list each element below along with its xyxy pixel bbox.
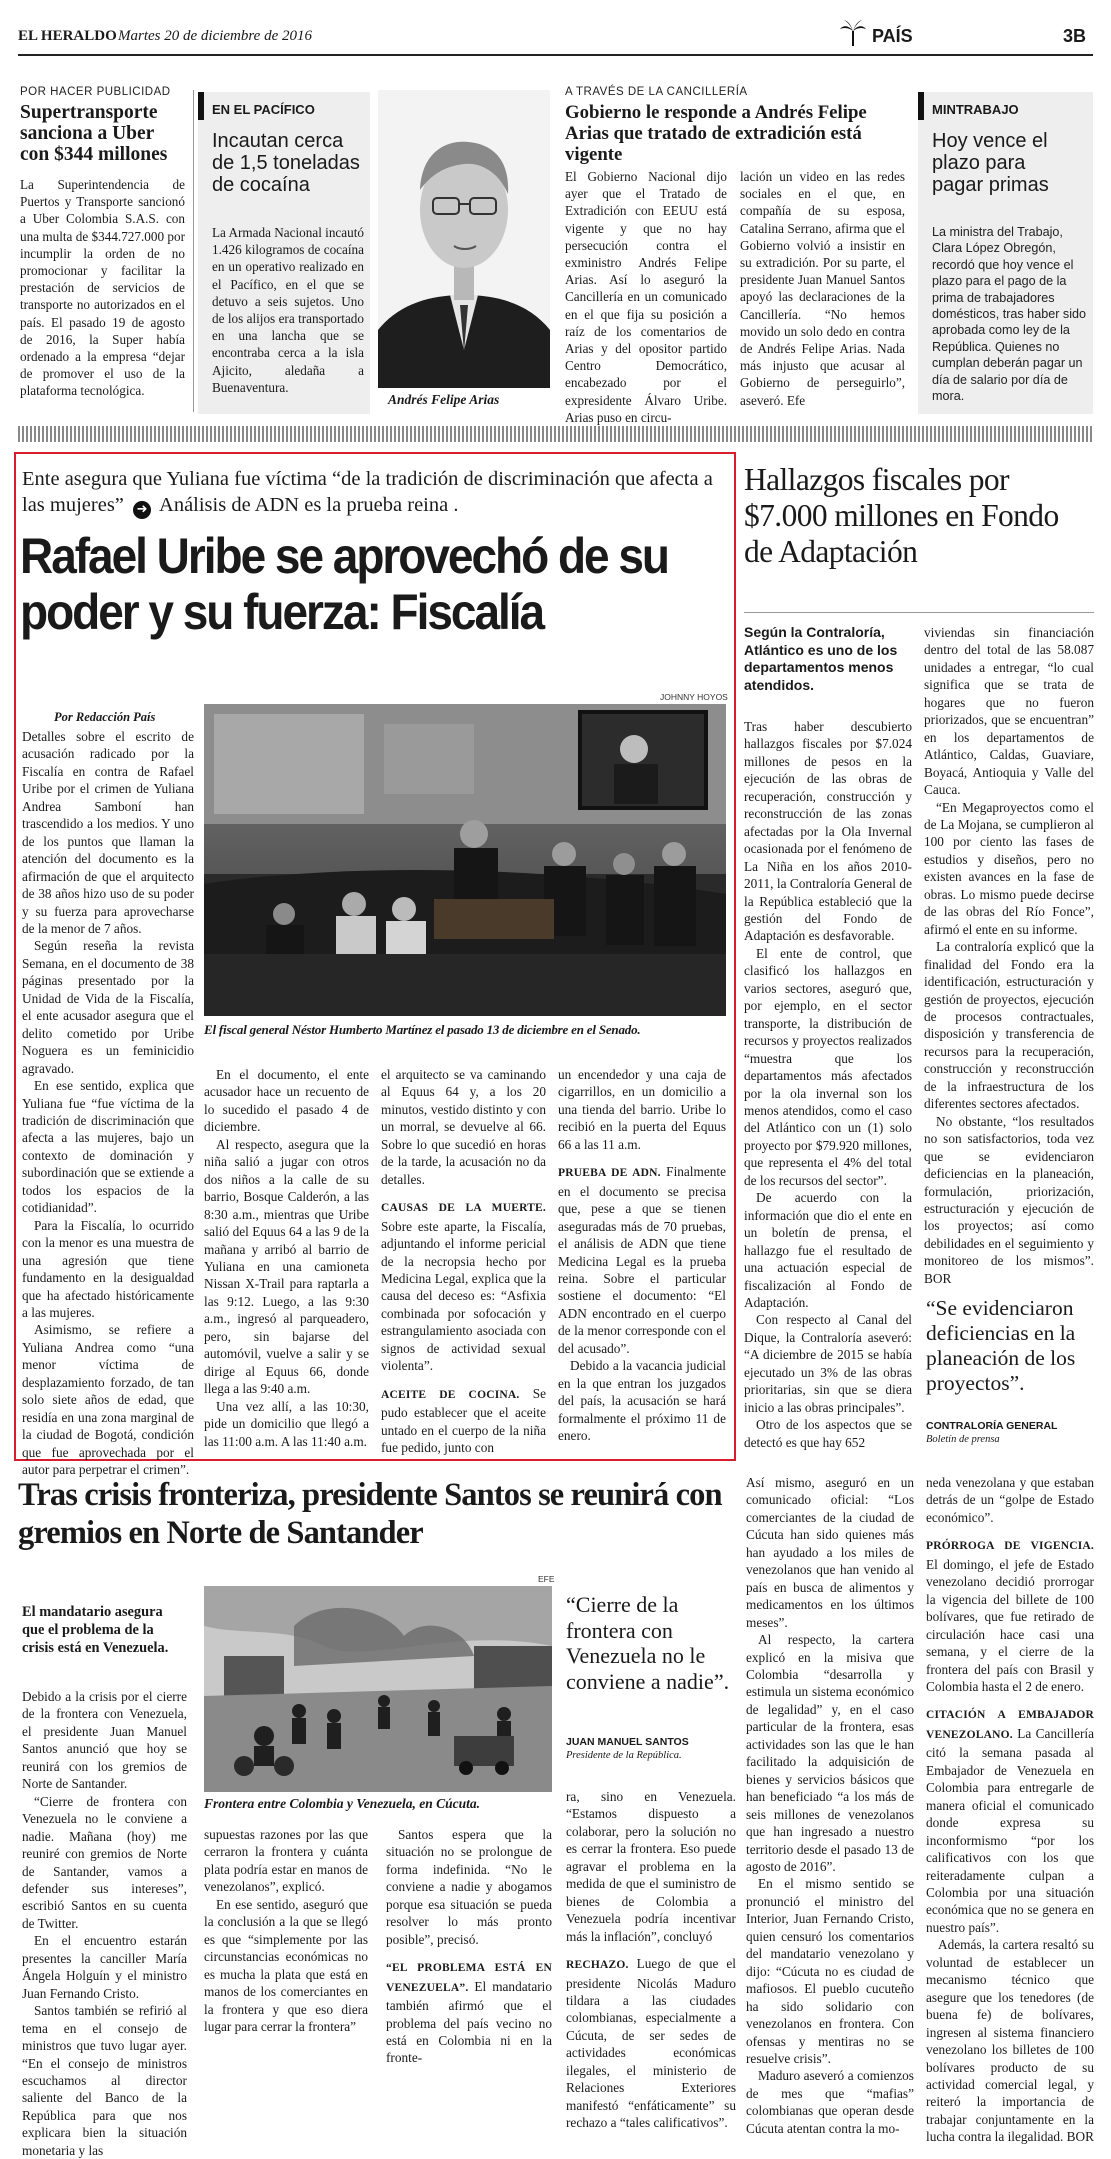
santos-col-5-p1: Así mismo, aseguró en un comunicado oficial: “Los comerciantes de la ciudad de Cúcuta han sido quienes más han ayudado a los miles de venezolanos que han venido al país en busca de alimentos y medicamentos en los últimos meses”. xyxy=(746,1475,914,1630)
pacifico-title: Incautan cerca de 1,5 toneladas de cocaína xyxy=(212,130,360,196)
paper-name: EL HERALDO xyxy=(18,28,117,44)
section-name: PAÍS xyxy=(872,26,913,46)
arrow-circle-icon: ➜ xyxy=(133,501,151,519)
santos-col-5-p3: En el mismo sentido se pronunció el ministro del Interior, Juan Fernando Cristo, quien censuró los comentarios del mandatario venezolano y dijo: “Cúcuta no es ciudad de mafiosos. El pueblo cucuteño ha sido solidario con venezolanos en frontera. Con ofensas y mentiras no se resuelve crisis”. xyxy=(746,1876,914,2066)
aceite-text: Se pudo establecer que el aceite untado en el cuerpo de la niña fue pedido, junto con xyxy=(381,1385,546,1456)
main-deck-text: Ente asegura que Yuliana fue víctima “de la tradición de discriminación que afecta a las mujeres” xyxy=(22,468,713,516)
main-col-1-p1: Detalles sobre el escrito de acusación radicado por la Fiscalía en contra de Rafael Uribe por el crimen de Yuliana Andrea Samboní han trascendido a los medios. Y uno de los puntos que llaman la atención del documento es la afirmación de que el arquitecto de 38 años hizo uso de su poder y su fuerza para aprovecharse de la menor de 7 años. xyxy=(22,729,194,936)
citacion-subhead: CITACIÓN A EMBAJADOR VENEZOLANO. xyxy=(926,1709,1094,1741)
main-col-1 xyxy=(22,728,194,1478)
santos-quote: “Cierre de la frontera con Venezuela no le conviene a nadie”. xyxy=(566,1592,730,1694)
uber-body: La Superintendencia de Puertos y Transporte sancionó a Uber Colombia S.A.S. con una multa de $344.727.000 por incumplir la orden de no promocionar y facilitar la prestación de servicios de transporte no autorizados en el país. El pasado 19 de agosto de 2016, la Super había ordenado a la empresa “dejar de promover el uso de la plataforma tecnológica. xyxy=(20,177,185,399)
masthead xyxy=(18,12,1093,52)
main-col-1-p2: Según reseña la revista Semana, en el documento de 38 páginas presentado por la Unidad de Vida de la Fiscalía, el ente acusador asegura que el delito cometido por Uribe Noguera es un feminicidio agravado. xyxy=(22,938,194,1076)
arias-title: Gobierno le responde a Andrés Felipe Arias que tratado de extradición está vigente xyxy=(565,102,867,165)
hallazgos-col-2-p4: No obstante, “los resultados no son satisfactorios, toda vez que se evidenciaron deficiencias en la planeación, formulación, priorización, estructuración y ejecución de los proyectos; así como debilidades en el seguimiento y monitoreo de los mismos”. BOR xyxy=(924,1113,1094,1286)
santos-quote-author: JUAN MANUEL SANTOS xyxy=(566,1736,689,1748)
hallazgos-col-1-p2: El ente de control, que clasificó los hallazgos en varios sectores, aseguró que, por ejemplo, en el sector transporte, la distribución de recursos y proyectos realizados “muestra que los departamentos más afectados por la ola invernal son los menos atendidos, como el caso del Atlántico con un (1) solo proyecto por $79.920 millones, que representa el 4% del total de los recursos del sector”. xyxy=(744,945,912,1188)
main-col-1-p5: Asimismo, se refiere a Yuliana Andrea como “una menor víctima de desplazamiento forzado, de tan solo siete años de edad, que residía en una zona marginal de la ciudad de Bogotá, condición que fue aprovechada por el autor para perpetrar el crimen”. xyxy=(22,1322,194,1478)
hallazgos-quote-author: CONTRALORÍA GENERAL xyxy=(926,1420,1058,1432)
problema-text: El mandatario también afirmó que el problema del país vecino no está en Colombia ni en la fronte- xyxy=(386,1978,552,2066)
aceite-subhead: ACEITE DE COCINA. xyxy=(381,1388,520,1401)
santos-col-3-p1: Santos espera que la situación no se prolongue de forma indefinida. “No le conviene a nadie y abogamos porque esa situación se pueda resolver lo más pronto posible”, precisó. xyxy=(386,1827,552,1947)
main-photo-caption: El fiscal general Néstor Humberto Martínez el pasado 13 de diciembre en el Senado. xyxy=(204,1022,641,1037)
rechazo-subhead: RECHAZO. xyxy=(566,1959,629,1972)
mintrabajo-title: Hoy vence el plazo para pagar primas xyxy=(932,130,1049,196)
hallazgos-col-1 xyxy=(744,718,912,1450)
pacifico-kicker: EN EL PACÍFICO xyxy=(212,102,315,117)
arias-col-2: lación un video en las redes sociales en el que, en compañía de su esposa, Catalina Serrano, afirma que el Gobierno volvió a insistir en su extradición. Por su parte, el presidente Juan Manuel Santos apoyó las declaraciones de la Cancillería. “No hemos movido un solo dedo en contra de Andrés Felipe Arias. Nada más injusto que acusar al Gobierno de perseguirlo”, aseveró. Efe xyxy=(740,169,905,408)
main-col-3-p1: el arquitecto se va caminando al Equus 64 y, a los 20 minutos, vestido distinto y con un morral, se devuelve al 66. Sobre lo que sucedió en horas de la tarde, la acusación no da detalles. xyxy=(381,1067,546,1187)
hallazgos-col-2-p1: viviendas sin financiación dentro del total de las 58.087 unidades a entregar, “lo cual significa que se trata de hogares que no fueron priorizados, que se encuentran” en los departamentos de Atlántico, Caldas, Guaviare, Boyacá, Antioquia y Valle del Cauca. xyxy=(924,625,1094,798)
hallazgos-col-2 xyxy=(924,624,1094,1284)
santos-col-1-p3: En el encuentro estarán presentes la canciller María Ángela Holguín y el ministro Juan Fernando Cristo. xyxy=(22,1933,187,2001)
arias-story xyxy=(565,86,905,425)
santos-photo-caption: Frontera entre Colombia y Venezuela, en Cúcuta. xyxy=(204,1796,481,1811)
main-col-4-p1: un encendedor y una caja de cigarrillos, en un domicilio a una tienda del barrio. Uribe lo recibió en la puerta del Equus 66 a las 11 a.m. xyxy=(558,1067,726,1152)
adn-subhead: PRUEBA DE ADN. xyxy=(558,1167,661,1180)
main-col-4 xyxy=(558,1066,726,1454)
pacifico-accent-bar xyxy=(198,92,204,120)
santos-quote-role: Presidente de la República. xyxy=(566,1750,682,1761)
hallazgos-col-1-p5: Otro de los aspectos que se detectó es que hay 652 xyxy=(744,1417,912,1450)
hallazgos-headline: Hallazgos fiscales por $7.000 millones en Fondo de Adaptación xyxy=(744,462,1059,569)
hallazgos-quote-role: Boletín de prensa xyxy=(926,1434,1000,1445)
main-deck-text-2: Análisis de ADN es la prueba reina . xyxy=(159,494,459,516)
santos-col-5-p4: Maduro aseveró a comienzos de mes que “mafias” colombianas que operan desde Cúcuta atentan contra la mo- xyxy=(746,2068,914,2136)
hallazgos-quote: “Se evidenciaron deficiencias en la planeación de los proyectos”. xyxy=(926,1296,1076,1395)
uber-kicker: POR HACER PUBLICIDAD xyxy=(20,86,171,98)
main-col-3 xyxy=(381,1066,546,1454)
santos-col-1-p1: Debido a la crisis por el cierre de la frontera con Venezuela, el presidente Juan Manuel Santos anunció que hoy se reunirá con los gremios de Norte de Santander. xyxy=(22,1689,187,1792)
main-col-2-p3: Una vez allí, a las 10:30, pide un domicilio que llegó a las 11:00 a.m. A las 11:40 a.m. xyxy=(204,1398,369,1449)
issue-date: Martes 20 de diciembre de 2016 xyxy=(118,28,312,44)
santos-photo xyxy=(204,1586,552,1792)
main-photo xyxy=(204,704,726,1016)
arias-photo xyxy=(378,90,550,388)
section-divider xyxy=(18,426,1093,442)
rechazo-text: Luego de que el presidente Nicolás Maduro tildara a las ciudades colombianas, especialmente a Cúcuta, de ser sedes de actividades económicas ilegales, el ministerio de Relaciones Exteriores manifestó “enfáticamente” su rechazo a “tales calificativos”. xyxy=(566,1956,736,2131)
page-number: 3B xyxy=(1063,26,1087,46)
uber-brief xyxy=(20,86,185,426)
hallazgos-col-1-p4: Con respecto al Canal del Dique, la Contraloría aseveró: “A diciembre de 2015 se había ejecutado un 3% de las obras prioritarias, sin que se diera inicio a las obras principales”. xyxy=(744,1312,912,1415)
main-col-1-p3: En ese sentido, explica que Yuliana fue “fue víctima de la tradición de discriminación que afecta a las mujeres, bajo un contexto de dominación y subordinación que se extiende a todos los espacios de la cotidianidad”. xyxy=(22,1078,194,1216)
santos-col-4-p1: ra, sino en Venezuela. “Estamos dispuesto a colaborar, pero la solución no es cerrar la frontera. Eso puede agravar el problema en la medida de que el suministro de bienes de Colombia a Venezuela podría incentivar más la inflación”, concluyó xyxy=(566,1789,736,1944)
arias-kicker: A TRAVÉS DE LA CANCILLERÍA xyxy=(565,86,748,98)
santos-col-2 xyxy=(204,1826,368,2116)
uber-title: Supertransporte sanciona a Uber con $344 millones xyxy=(20,102,168,165)
pacifico-brief xyxy=(198,92,370,414)
hallazgos-col-2-p3: La contraloría explicó que la finalidad del Fondo era la identificación, estructuración y gestión de proyectos, ejecución de procesos contractuales, disposición y transferencia de recursos para la recuperación, construcción y reconstrucción de la infraestructura de los diferentes sectores afectados. xyxy=(924,939,1094,1112)
hallazgos-lede: Según la Contraloría, Atlántico es uno de los departamentos menos atendidos. xyxy=(744,624,898,693)
mintrabajo-kicker: MINTRABAJO xyxy=(932,102,1019,117)
main-deck xyxy=(22,466,728,519)
main-col-4-p3: Debido a la vacancia judicial en la que entran los juzgados del país, la acusación se hará formalmente el próximo 11 de enero. xyxy=(558,1358,726,1444)
causas-subhead: CAUSAS DE LA MUERTE. xyxy=(381,1202,546,1215)
main-col-1-p4: Para la Fiscalía, lo ocurrido con la menor es una muestra de una agresión que tiene fundamento en la desigualdad que ha afectado históricamente a las mujeres. xyxy=(22,1217,194,1320)
santos-col-6-p4: Además, la cartera resaltó su voluntad de establecer un mecanismo técnico que asegure que los tenedores (de buena fe) de bolívares, ingresen al sistema financiero venezolano los billetes de 100 bolívares producto de su actividad comercial legal, y reiteró la importancia de trabajar conjuntamente en la lucha contra la ilegalidad. BOR xyxy=(926,1937,1095,2145)
header-rule xyxy=(18,54,1093,56)
arias-photo-caption: Andrés Felipe Arias xyxy=(388,392,500,407)
santos-headline: Tras crisis fronteriza, presidente Santos se reunirá con gremios en Norte de Santander xyxy=(18,1477,722,1551)
santos-col-3 xyxy=(386,1826,552,2116)
santos-col-6 xyxy=(926,1474,1095,2145)
main-photo-credit: JOHNNY HOYOS xyxy=(660,692,728,702)
santos-col-4 xyxy=(566,1788,736,2131)
santos-photo-credit: EFE xyxy=(538,1574,555,1584)
citacion-text: La Cancillería citó la semana pasada al Embajador de Venezuela en Colombia para entregarle de manera oficial el comunicado donde expresa su inconformismo “por los calificativos con los que reiteradamente culpan a Colombia por una situación económica que no se genera en nuestro país”. xyxy=(926,1725,1094,1935)
santos-col-1-p4: Santos también se refirió al tema en el consejo de ministros que tuvo lugar ayer. “En el consejo de ministros escuchamos al director saliente del Banco de la República para que nos explicara bien la situación monetaria y las xyxy=(22,2003,187,2158)
santos-col-2-p1: supuestas razones por las que cerraron la frontera y cuánta plata podría estar en manos de venezolanos”, explicó. xyxy=(204,1827,368,1895)
main-col-2-p1: En el documento, el ente acusador hace un recuento de lo sucedido el pasado 4 de diciembre. xyxy=(204,1067,369,1135)
santos-col-5-p2: Al respecto, la cartera explicó en la misiva que Colombia “desarrolla y estimula un sistema económico de legalidad” y, en el caso particular de la frontera, esas actividades son las que le han facilitado la adquisición de bienes y servicios básicos que han beneficiado “a los más de seis millones de venezolanos que han ingresado a nuestro territorio desde el pasado 13 de agosto de 2016”. xyxy=(746,1632,914,1874)
main-byline: Por Redacción País xyxy=(54,710,156,724)
palm-icon xyxy=(838,18,868,48)
santos-col-1-p2: “Cierre de frontera con Venezuela no le conviene a nadie. Mañana (hoy) me reuniré con gremios de Norte de Santander, vamos a defender sus intereses”, escribió Santos en su cuenta de Twitter. xyxy=(22,1793,187,1931)
santos-col-1 xyxy=(22,1688,187,2158)
mintrabajo-brief xyxy=(918,92,1093,414)
santos-col-6-p1: neda venezolana y que estaban detrás de un “golpe de Estado económico”. xyxy=(926,1475,1094,1525)
hallazgos-col-1-p1: Tras haber descubierto hallazgos fiscales por $7.024 millones de pesos en la ejecución de las obras de recuperación, construcción y reconstrucción de las zonas afectadas por la Ola Invernal ocasionada por el fenómeno de La Niña en los años 2010-2011, la Contraloría General de la República estableció que la gestión del Fondo de Adaptación es desfavorable. xyxy=(744,719,912,944)
prorroga-text: El domingo, el jefe de Estado venezolano decidió prorrogar la vigencia del billete de 100 bolívares, que fue retirado de circulación hace casi una semana, y el cierre de la frontera del país con Brasil y Colombia hasta el 2 de enero. xyxy=(926,1556,1094,1694)
pacifico-body: La Armada Nacional incautó 1.426 kilogramos de cocaína en un operativo realizado en el Pacífico, en el que se detuvo a seis sujetos. Uno de los alijos era transportado en una lancha que se encontraba cerca a la isla Ajicito, aledaña a Buenaventura. xyxy=(212,225,364,395)
main-col-2 xyxy=(204,1066,369,1454)
santos-col-5 xyxy=(746,1474,914,2136)
adn-text: Finalmente en el documento se precisa que, pese a que se tienen aseguradas más de 70 pruebas, el análisis de ADN que tiene Medicina Legal es la prueba reina. Sobre el particular sostiene el documento: “El ADN encontrado en el cuerpo de la menor corresponde con el del acusado”. xyxy=(558,1164,726,1356)
main-headline: Rafael Uribe se aprovechó de su poder y su fuerza: Fiscalía xyxy=(20,528,668,640)
mintrabajo-body: La ministra del Trabajo, Clara López Obregón, recordó que hoy vence el plazo para el pago de la prima de trabajadores domésticos, tras haber sido aprobada como ley de la República. Quienes no cumplan deberán pagar un día de salario por día de mora. xyxy=(932,225,1086,404)
prorroga-subhead: PRÓRROGA DE VIGENCIA. xyxy=(926,1540,1094,1553)
santos-lede: El mandatario asegura que el problema de la crisis está en Venezuela. xyxy=(22,1604,169,1656)
mintrabajo-accent-bar xyxy=(918,92,924,120)
main-col-2-p2: Al respecto, asegura que la niña salió a jugar con otros dos niños a la calle de su barrio, Bosque Calderón, a las 8:30 a.m., mientras que Uribe salió del Equus 64 a las 9 de la mañana y arribó al barrio de Yuliana en una camioneta Nissan X-Trail para raptarla a las 9:12. Luego, a las 9:30 a.m., ingresó al parqueadero, pero, sin bajarse del automóvil, vuelve a salir y se dirige al Equus 66, donde llega a las 9:40 a.m. xyxy=(204,1136,369,1397)
hallazgos-col-1-p3: De acuerdo con la información que dio el ente en un boletín de prensa, el hallazgo fue el resultado de una actuación especial de fiscalización al Fondo de Adaptación. xyxy=(744,1190,912,1310)
arias-col-1: El Gobierno Nacional dijo ayer que el Tratado de Extradición con EEUU está vigente y que no hay persecución contra el exministro Andrés Felipe Arias. Así lo aseguró la Cancillería en un comunicado en el que fija su posición a raíz de los comentarios de Arias y del opositor partido Centro Democrático, encabezado por el expresidente Álvaro Uribe. Arias puso en circu- xyxy=(565,169,727,425)
problema-subhead: “EL PROBLEMA ESTÁ EN VENEZUELA”. xyxy=(386,1962,552,1994)
causas-text: Sobre este aparte, la Fiscalía, adjuntando el informe pericial de la necropsia hecho por Medicina Legal, explica que la causa del deceso es: “Asfixia combinada por sofocación y estrangulamiento asociada con signos de actividad sexual violenta”. xyxy=(381,1218,546,1374)
santos-col-2-p2: En ese sentido, aseguró que la conclusión a la que se llegó es que “simplemente por las circunstancias económicas no es mucha la plata que está en manos de los comerciantes en la frontera y que eso diera lugar para cerrar la frontera” xyxy=(204,1896,368,2034)
hallazgos-col-2-p2: “En Megaproyectos como el de La Mojana, se cumplieron al 100 por ciento las fases de estudios y diseños, pero no existen avances en la fase de obras. Lo mismo puede decirse de las obras del Río Fonce”, afirmó el ente en su informe. xyxy=(924,799,1094,937)
